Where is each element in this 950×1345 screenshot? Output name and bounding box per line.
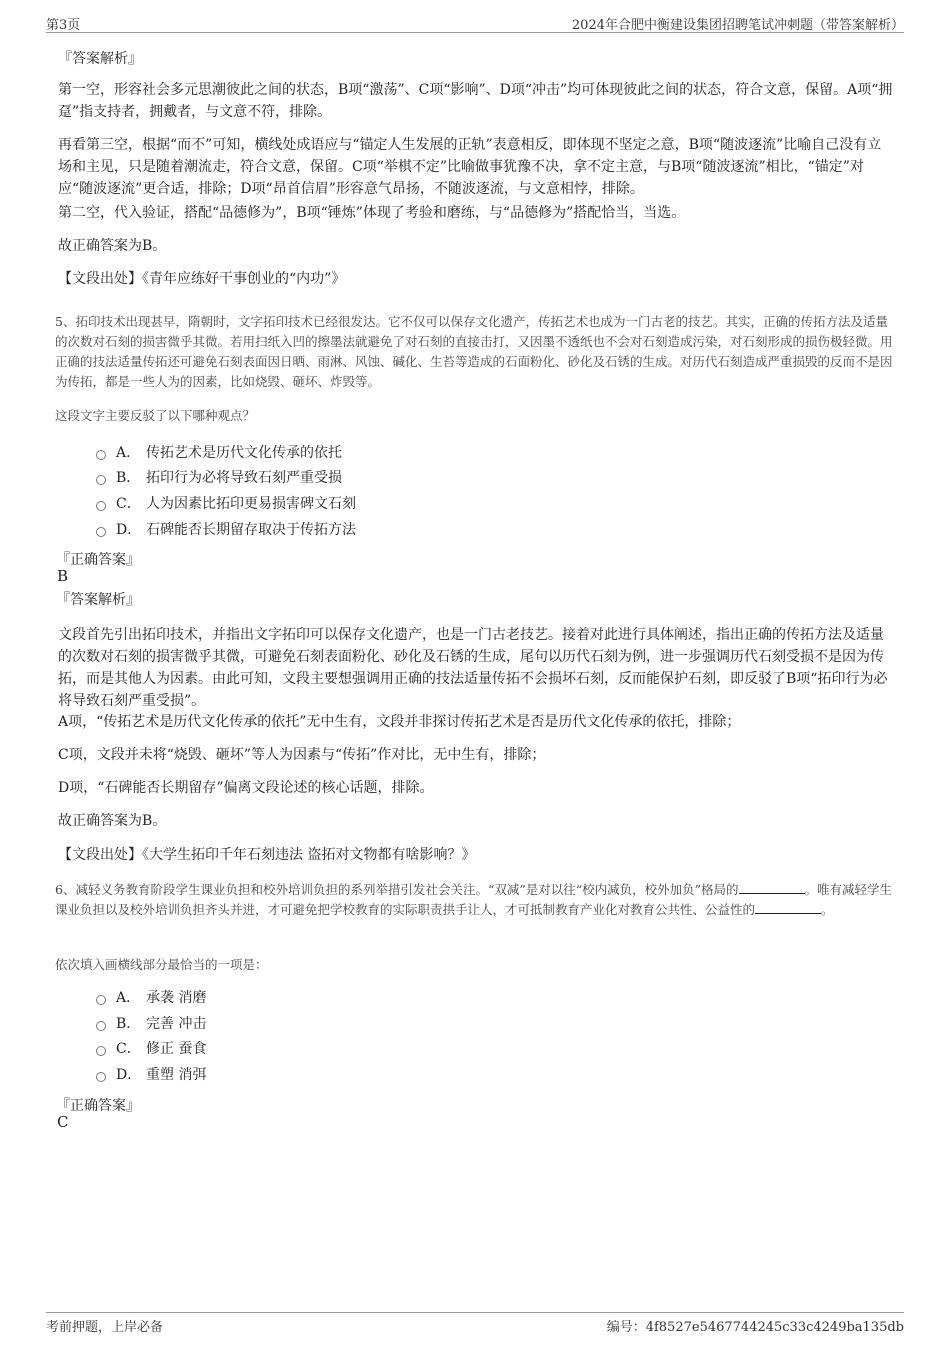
- option-text: 拓印行为必将导致石刻严重受损: [146, 470, 342, 486]
- option-text: 修正 蚕食: [146, 1041, 207, 1057]
- question-prompt: 依次填入画横线部分最恰当的一项是：: [55, 957, 268, 972]
- option-letter: B．: [116, 1016, 141, 1032]
- option-letter: B．: [116, 470, 141, 486]
- option-d[interactable]: [96, 1064, 206, 1086]
- analysis-paragraph: 再看第三空，根据“而不”可知，横线处成语应与“锚定人生发展的正轨”表意相反，即体现不坚定之意，B项“随波逐流”比喻自己没有立场和主见，只是随着潮流走，符合文意，保留。C项“举棋不定”比喻做事犹豫不决，拿不定主意，与B项“随波逐流”相比，“锚定”对应“随波逐流”更合适，排除；D项“昂首信眉”形容意气昂扬，不随波逐流，与文意相悖，排除。: [58, 137, 882, 197]
- option-letter: D．: [116, 522, 142, 538]
- option-text: 重塑 消弭: [146, 1067, 207, 1083]
- page-header: [46, 12, 904, 33]
- option-text: 完善 冲击: [146, 1016, 207, 1032]
- question-prompt: 这段文字主要反驳了以下哪种观点？: [55, 408, 256, 423]
- correct-answer: C: [57, 1113, 69, 1131]
- stem-text: 6、减轻义务教育阶段学生课业负担和校外培训负担的系列举措引发社会关注。“双减”是对以往“校内减负，校外加负”格局的: [55, 882, 739, 897]
- page-footer: [46, 1312, 904, 1337]
- stem-text: 。: [821, 902, 834, 917]
- option-d[interactable]: [96, 519, 356, 541]
- option-text: 传拓艺术是历代文化传承的依托: [146, 445, 342, 461]
- document-id: 编号：4f8527e5467744245c33c4249ba135db: [606, 1320, 904, 1335]
- radio-icon[interactable]: [96, 1021, 106, 1031]
- analysis-paragraph: 第二空，代入验证，搭配“品德修为”，B项“锤炼”体现了考验和磨练，与“品德修为”搭配恰当，当选。: [58, 205, 686, 221]
- footer-slogan: 考前押题，上岸必备: [46, 1320, 164, 1335]
- option-c[interactable]: [96, 1038, 206, 1060]
- option-letter: C．: [116, 496, 141, 512]
- option-letter: D．: [116, 1067, 142, 1083]
- source-citation: 【文段出处】《青年应练好干事创业的“内功”》: [58, 271, 346, 287]
- question-stem: 5、拓印技术出现甚早，隋朝时，文字拓印技术已经很发达。它不仅可以保存文化遗产，传拓艺术也成为一门古老的技艺。其实，正确的传拓方法及适量的次数对石刻的损害微乎其微。若用扫纸入凹的擦墨法就避免了对石刻的直接击打，又因墨不透纸也不会对石刻造成污染，对石刻形成的损伤极轻微。用正确的技法适量传拓还可避免石刻表面因日晒、雨淋、风蚀、碱化、生苔等造成的石面粉化、砂化及石锈的生成。对历代石刻造成严重损毁的反而不是因为传拓，都是一些人为的因素，比如烧毁、砸坏、炸毁等。: [55, 314, 893, 389]
- option-text: 人为因素比拓印更易损害碑文石刻: [146, 496, 356, 512]
- source-citation: 【文段出处】《大学生拓印千年石刻违法 盗拓对文物都有啥影响？》: [58, 847, 476, 863]
- option-text: 承袭 消磨: [146, 990, 207, 1006]
- page-number: 第3页: [46, 18, 81, 33]
- option-b[interactable]: [96, 1013, 206, 1035]
- radio-icon[interactable]: [96, 501, 106, 511]
- radio-icon[interactable]: [96, 995, 106, 1005]
- option-c[interactable]: [96, 493, 356, 515]
- radio-icon[interactable]: [96, 450, 106, 460]
- answer-blank: [755, 901, 821, 914]
- analysis-label: 『答案解析』: [56, 592, 140, 608]
- option-letter: A．: [116, 990, 141, 1006]
- analysis-conclusion: 故正确答案为B。: [58, 238, 167, 254]
- analysis-paragraph: 第一空，形容社会多元思潮彼此之间的状态，B项“激荡”、C项“影响”、D项“冲击”均可体现彼此之间的状态，符合文意，保留。A项“拥趸”指支持者，拥戴者，与文意不符，排除。: [58, 82, 893, 120]
- option-text: 石碑能否长期留存取决于传拓方法: [146, 522, 356, 538]
- radio-icon[interactable]: [96, 527, 106, 537]
- document-title: 2024年合肥中衡建设集团招聘笔试冲刺题（带答案解析）: [571, 18, 904, 33]
- correct-answer: B: [57, 567, 69, 585]
- analysis-conclusion: 故正确答案为B。: [58, 813, 167, 829]
- option-letter: C．: [116, 1041, 141, 1057]
- correct-answer-label: 『正确答案』: [56, 1098, 140, 1114]
- analysis-paragraph: 文段首先引出拓印技术，并指出文字拓印可以保存文化遗产，也是一门古老技艺。接着对此进行具体阐述，指出正确的传拓方法及适量的次数对石刻的损害微乎其微，可避免石刻表面粉化、砂化及石锈的生成，尾句以历代石刻为例，进一步强调历代石刻受损不是因为传拓，而是其他人为因素。由此可知，文段主要想强调用正确的技法适量传拓不会损坏石刻，反而能保护石刻，即反驳了B项“拓印行为必将导致石刻严重受损”。: [58, 627, 888, 709]
- radio-icon[interactable]: [96, 1046, 106, 1056]
- option-letter: A．: [116, 445, 141, 461]
- analysis-label: 『答案解析』: [58, 51, 142, 67]
- analysis-paragraph: D项，“石碑能否长期留存”偏离文段论述的核心话题，排除。: [58, 780, 434, 796]
- analysis-paragraph: C项，文段并未将“烧毁、砸坏”等人为因素与“传拓”作对比，无中生有，排除；: [58, 747, 546, 763]
- correct-answer-label: 『正确答案』: [56, 552, 140, 568]
- radio-icon[interactable]: [96, 475, 106, 485]
- radio-icon[interactable]: [96, 1072, 106, 1082]
- question-stem: [55, 880, 895, 920]
- answer-blank: [739, 881, 805, 894]
- stem-text: 。唯有减轻学生课业负担以及校外培训负担齐头并进，才可避免把学校教育的实际职责拱手让人，才可抵制教育产业化对教育公共性、公益性的: [55, 882, 893, 917]
- option-a[interactable]: [96, 987, 206, 1009]
- analysis-paragraph: A项，“传拓艺术是历代文化传承的依托”无中生有，文段并非探讨传拓艺术是否是历代文化传承的依托，排除；: [58, 714, 741, 730]
- option-b[interactable]: [96, 467, 342, 489]
- option-a[interactable]: [96, 442, 342, 464]
